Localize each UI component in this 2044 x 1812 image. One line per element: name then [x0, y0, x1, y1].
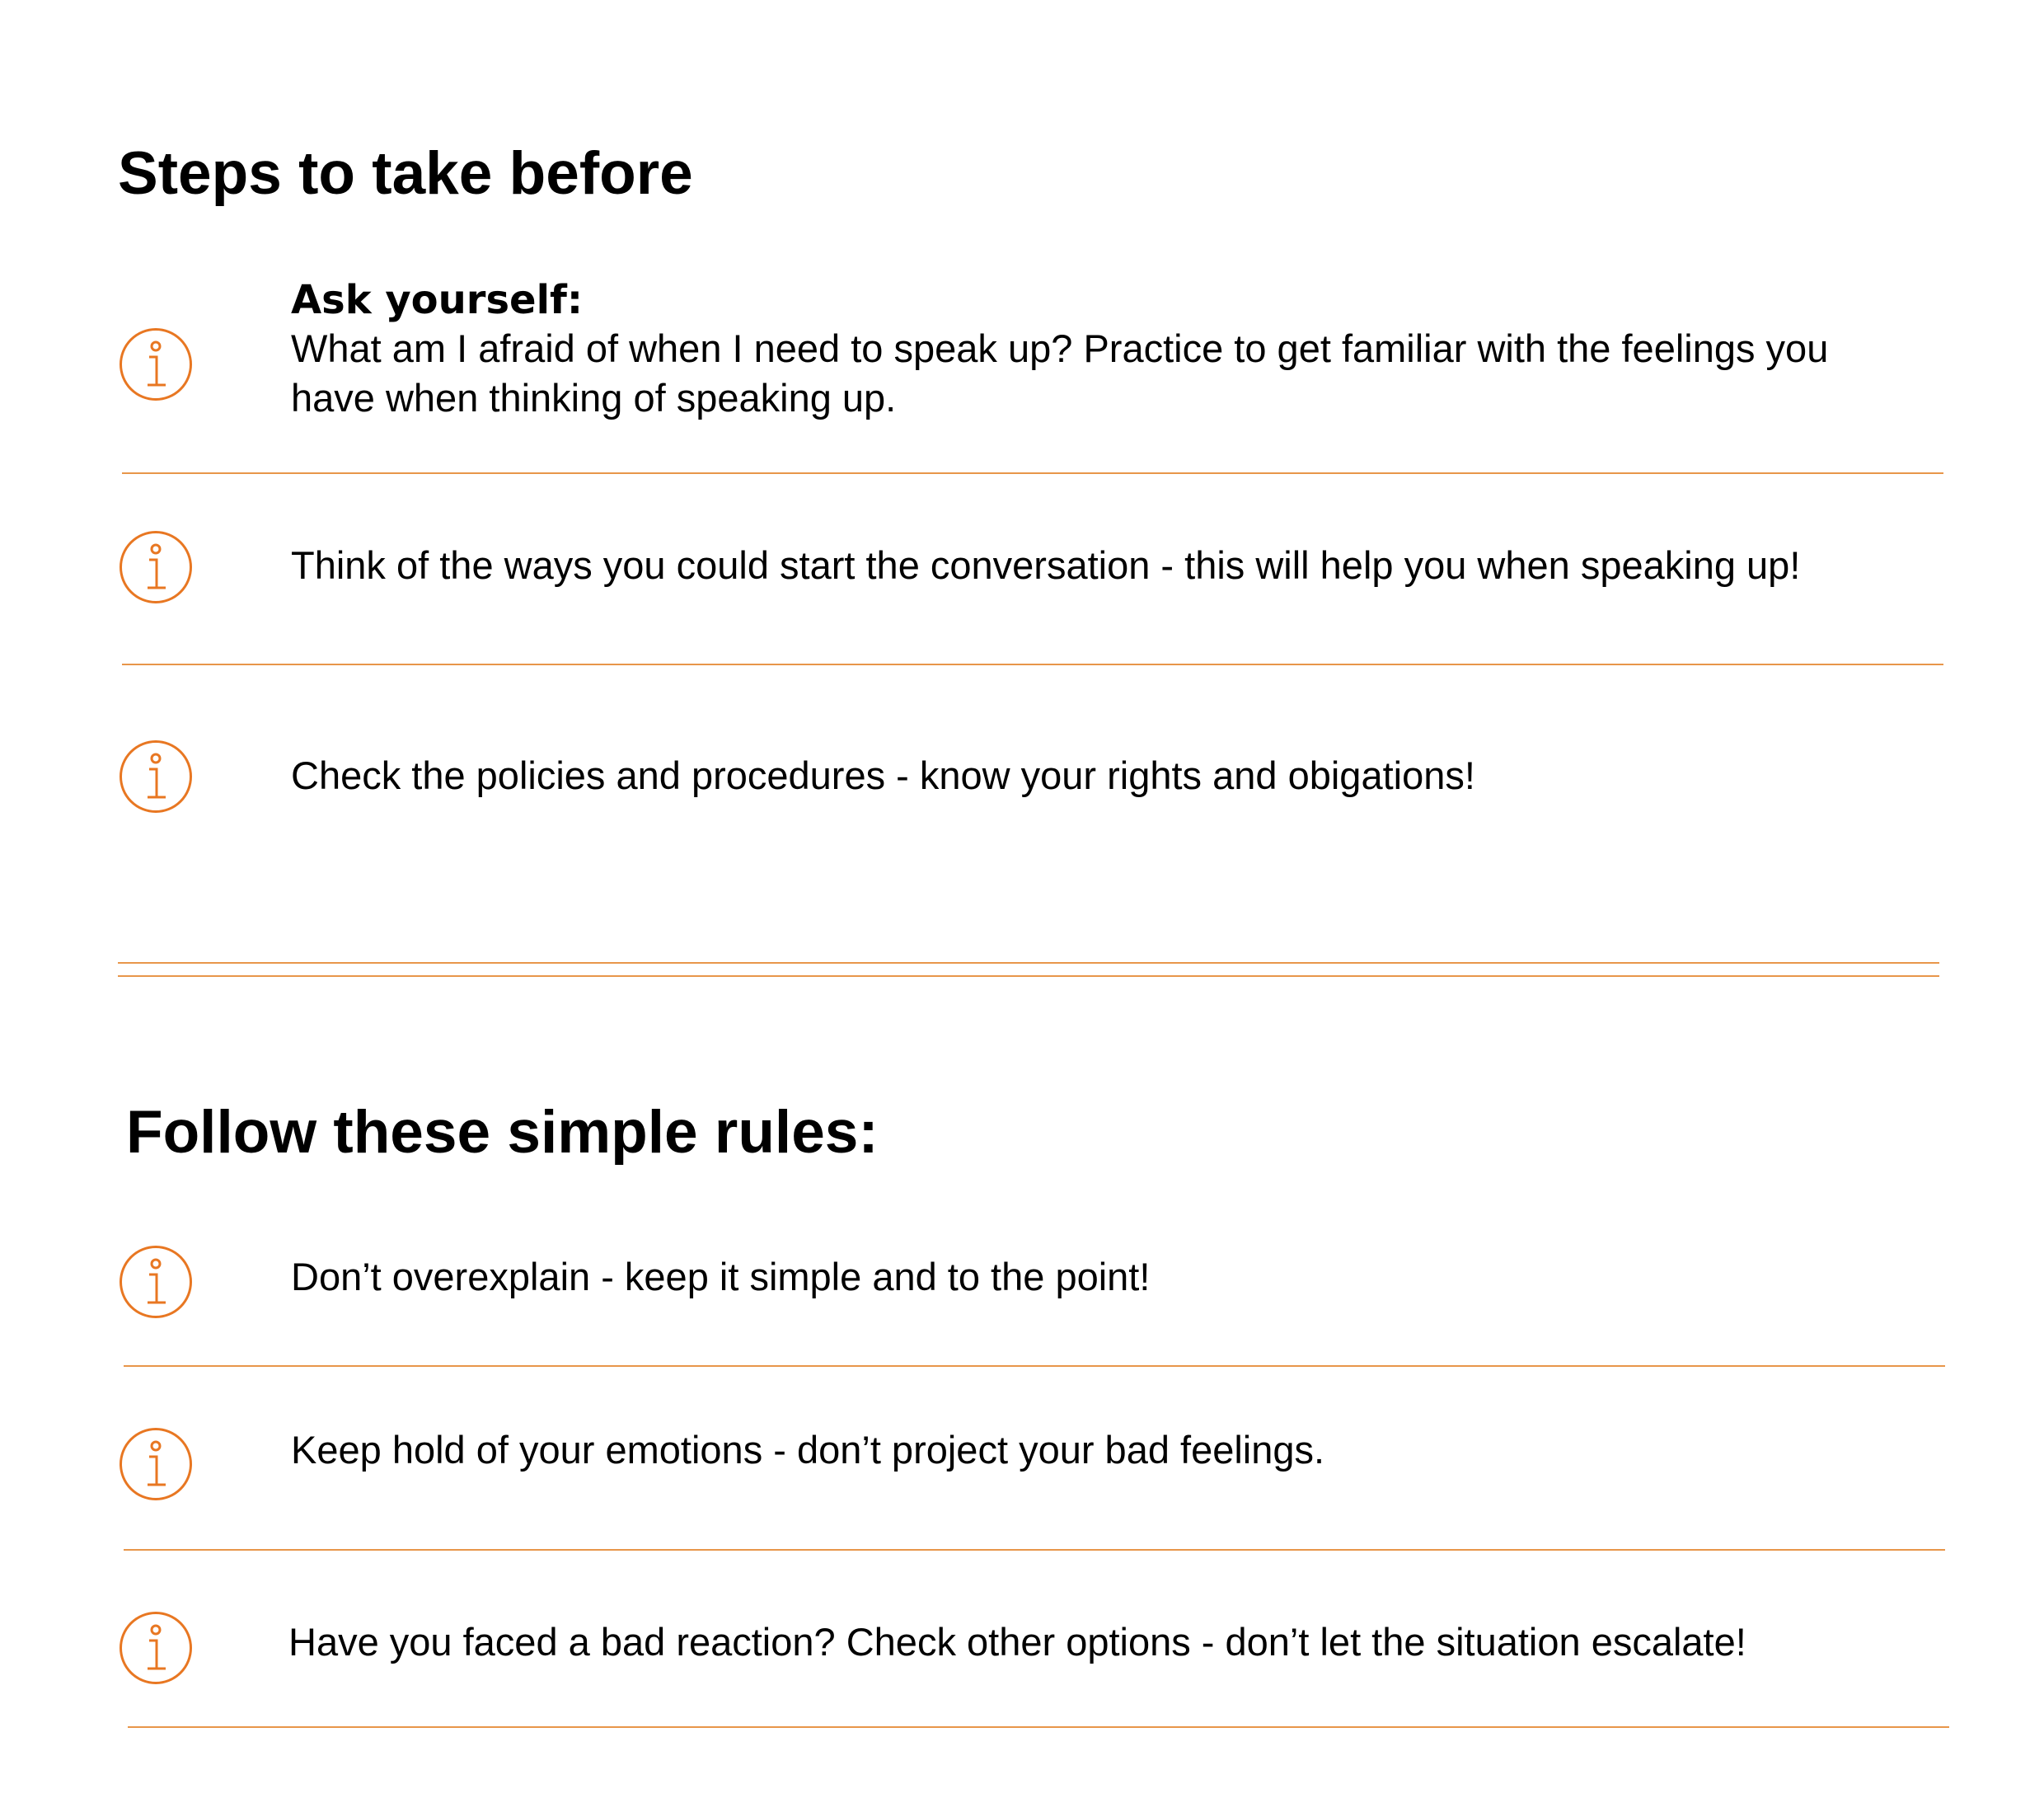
rule-item-line: Keep hold of your emotions - don’t project your bad feelings. [291, 1428, 1325, 1472]
section-heading-simple-rules: Follow these simple rules: [126, 1099, 879, 1166]
rule-item-line: Have you faced a bad reaction? Check other options - don’t let the situation escalate! [288, 1620, 1746, 1664]
divider-line [124, 1549, 1945, 1551]
info-icon [119, 530, 193, 604]
section-separator-bottom [118, 975, 1939, 977]
info-icon [119, 739, 193, 814]
info-icon [119, 1611, 193, 1685]
rule-item-bad-reaction [288, 1617, 1746, 1667]
divider-line [128, 1726, 1949, 1728]
info-icon [119, 327, 193, 401]
step-item-ask-yourself [291, 276, 1828, 423]
section-separator-top [118, 962, 1939, 964]
rule-item-line: Don’t overexplain - keep it simple and to the point! [291, 1255, 1151, 1298]
step-item-line: have when thinking of speaking up. [291, 376, 897, 420]
info-icon [119, 1427, 193, 1501]
step-item-start-conversation [291, 541, 1800, 590]
step-item-line: Think of the ways you could start the conversation - this will help you when speaking up! [291, 543, 1801, 587]
step-item-title: Ask yourself: [291, 277, 584, 323]
divider-line [122, 664, 1943, 665]
divider-line [124, 1365, 1945, 1367]
step-item-line: Check the policies and procedures - know your rights and obigations! [291, 753, 1475, 797]
step-item-line: What am I afraid of when I need to speak up? Practice to get familiar with the feelings you [291, 326, 1829, 370]
rule-item-hold-emotions [291, 1425, 1324, 1475]
step-item-check-policies [291, 751, 1475, 800]
divider-line [122, 472, 1943, 474]
info-icon [119, 1245, 193, 1319]
rule-item-dont-overexplain [291, 1252, 1150, 1302]
section-heading-steps-before: Steps to take before [118, 140, 693, 207]
